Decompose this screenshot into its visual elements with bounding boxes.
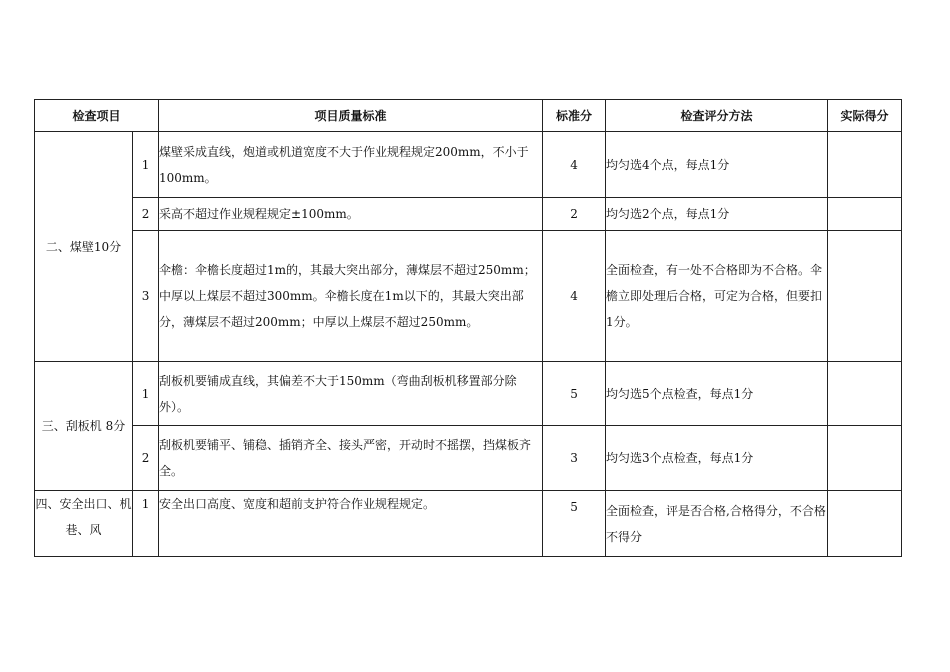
method-cell: 全面检查，评是否合格,合格得分，不合格不得分 [606, 491, 828, 557]
score-cell: 5 [543, 491, 606, 557]
header-standard-score: 标准分 [543, 100, 606, 132]
header-actual-score: 实际得分 [828, 100, 902, 132]
row-number: 1 [133, 491, 159, 557]
table-row [35, 132, 902, 198]
score-cell: 4 [543, 132, 606, 198]
method-cell: 均匀选2个点，每点1分 [606, 198, 828, 231]
table-row [35, 491, 902, 557]
row-number: 2 [133, 198, 159, 231]
row-number: 1 [133, 132, 159, 198]
standard-cell: 刮板机要铺平、铺稳、插销齐全、接头严密，开动时不摇摆，挡煤板齐全。 [159, 426, 543, 491]
row-number: 1 [133, 362, 159, 426]
score-cell: 4 [543, 231, 606, 362]
standard-cell: 刮板机要铺成直线，其偏差不大于150mm（弯曲刮板机移置部分除外）。 [159, 362, 543, 426]
table-row [35, 362, 902, 426]
method-cell: 全面检查，有一处不合格即为不合格。伞檐立即处理后合格，可定为合格，但要扣1分。 [606, 231, 828, 362]
header-row [35, 100, 902, 132]
actual-score-input[interactable] [828, 426, 902, 491]
table-row [35, 198, 902, 231]
score-cell: 3 [543, 426, 606, 491]
actual-score-input[interactable] [828, 362, 902, 426]
method-cell: 均匀选3个点检查，每点1分 [606, 426, 828, 491]
table-row [35, 231, 902, 362]
method-cell: 均匀选5个点检查，每点1分 [606, 362, 828, 426]
row-number: 2 [133, 426, 159, 491]
category-cell: 二、煤壁10分 [35, 132, 133, 362]
standard-cell: 伞檐：伞檐长度超过1m的，其最大突出部分，薄煤层不超过250mm；中厚以上煤层不超过300mm。伞檐长度在1m以下的，其最大突出部分，薄煤层不超过200mm；中厚以上煤层不超过250mm。 [159, 231, 543, 362]
category-cell: 三、刮板机 8分 [35, 362, 133, 491]
row-number: 3 [133, 231, 159, 362]
standard-cell: 采高不超过作业规程规定±100mm。 [159, 198, 543, 231]
score-cell: 2 [543, 198, 606, 231]
actual-score-input[interactable] [828, 198, 902, 231]
table-row [35, 426, 902, 491]
header-inspection-item: 检查项目 [35, 100, 159, 132]
inspection-table [34, 99, 902, 557]
actual-score-input[interactable] [828, 491, 902, 557]
header-scoring-method: 检查评分方法 [606, 100, 828, 132]
header-quality-standard: 项目质量标准 [159, 100, 543, 132]
method-cell: 均匀选4个点，每点1分 [606, 132, 828, 198]
standard-cell: 安全出口高度、宽度和超前支护符合作业规程规定。 [159, 491, 543, 557]
score-cell: 5 [543, 362, 606, 426]
actual-score-input[interactable] [828, 132, 902, 198]
actual-score-input[interactable] [828, 231, 902, 362]
standard-cell: 煤壁采成直线，炮道或机道宽度不大于作业规程规定200mm，不小于100mm。 [159, 132, 543, 198]
category-cell: 四、安全出口、机巷、风 [35, 491, 133, 557]
